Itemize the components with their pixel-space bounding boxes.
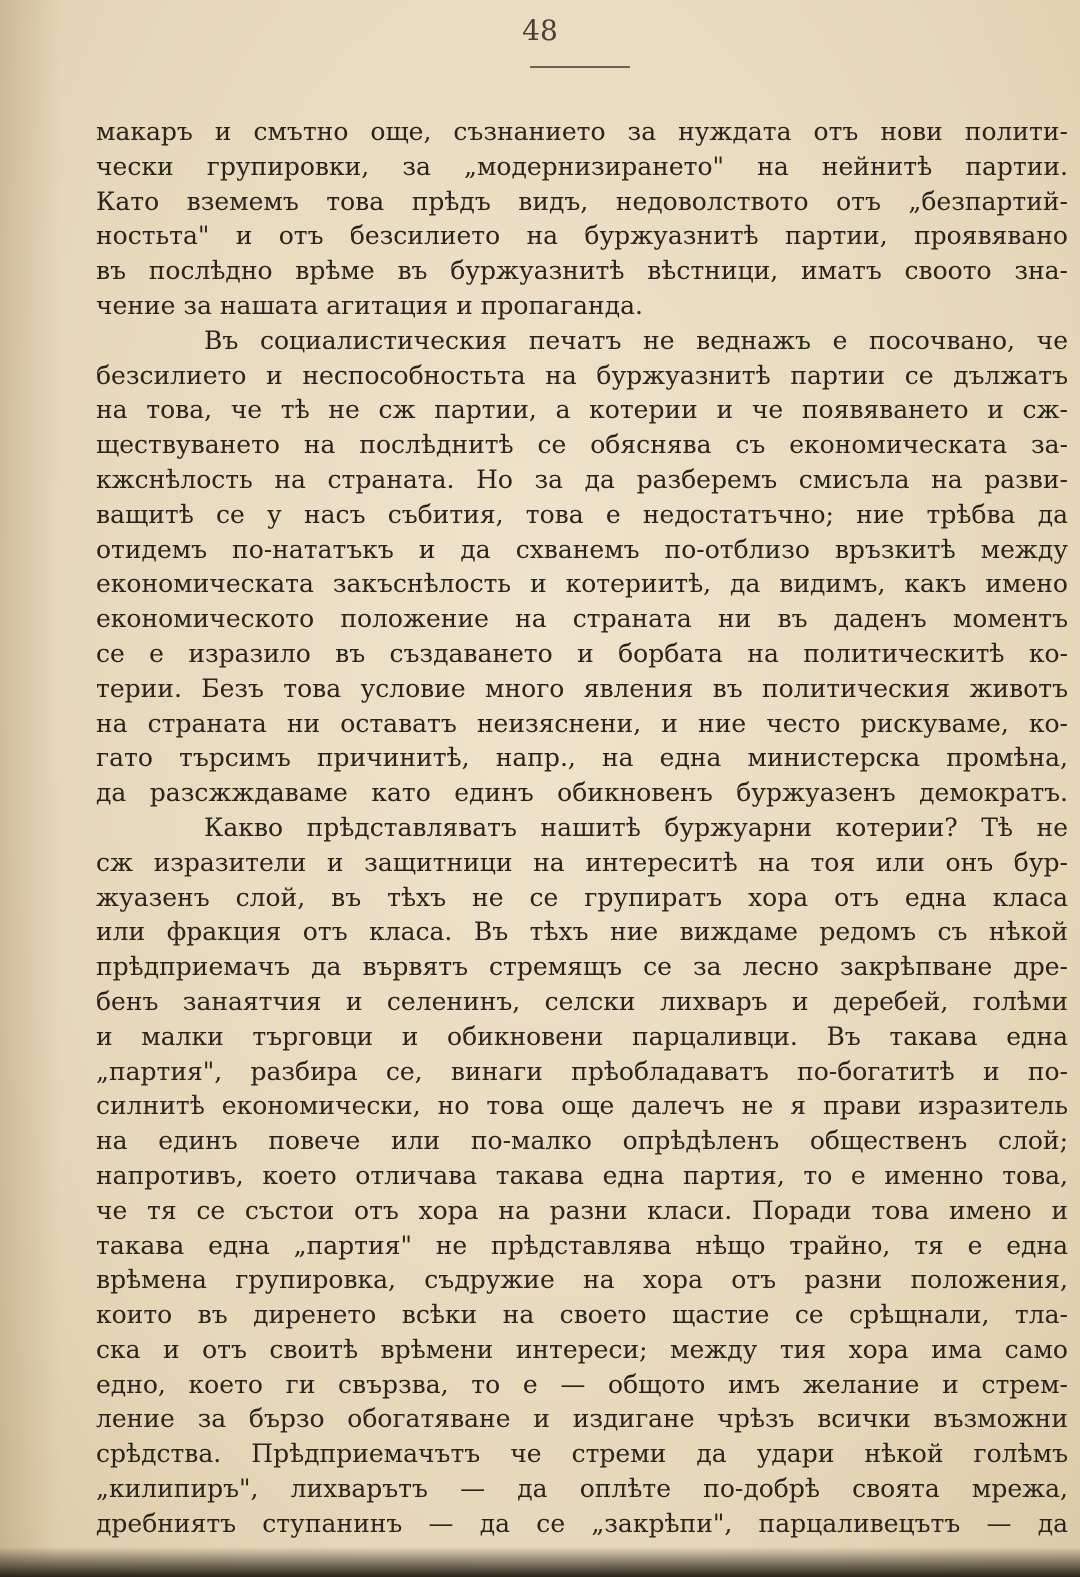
text-line: економическото положение на страната ни въ даденъ моментъ — [96, 604, 1068, 634]
text-line: врѣмена групировка, съдружие на хора отъ разни положения, — [96, 1265, 1068, 1295]
text-line: чение за нашата агитация и пропаганда. — [96, 290, 643, 320]
text-line: сж изразители и защитници на интереситѣ на тоя или онъ бур- — [96, 847, 1068, 877]
text-line: кжснѣлость на страната. Но за да разберемъ смисъла на разви- — [96, 464, 1068, 494]
text-line: „партия", разбира се, винаги прѣобладаватъ по-богатитѣ и по- — [96, 1056, 1068, 1086]
text-line: економическата закъснѣлость и котериитѣ, да видимъ, какъ имено — [96, 569, 1068, 599]
text-line: безсилието и неспособностьта на буржуазнитѣ партии се дължатъ — [96, 360, 1068, 390]
text-line: прѣдприемачъ да вървятъ стремящъ се за лесно закрѣпване дре- — [96, 952, 1068, 982]
text-line: ление за бързо обогатяване и издигане чрѣзъ всички възможни — [96, 1404, 1068, 1434]
page-number: 48 — [522, 14, 558, 47]
text-line: гато търсимъ причинитѣ, напр., на една министерска промѣна, — [96, 743, 1068, 773]
text-line: и малки търговци и обикновени парцаливци. Въ такава една — [96, 1021, 1068, 1051]
text-line: едно, което ги свързва, то е — общото имъ желание и стрем- — [96, 1369, 1068, 1399]
text-line: такава една „партия" не прѣдставлява нѣщо трайно, тя е една — [96, 1230, 1068, 1260]
text-line: ващитѣ се у насъ събития, това е недостатъчно; ние трѣбва да — [96, 499, 1068, 529]
text-line: Какво прѣдставляватъ нашитѣ буржуарни котерии? Тѣ не — [204, 812, 1068, 842]
text-line: бенъ занаятчия и селенинъ, селски лихваръ и деребей, голѣми — [96, 986, 1068, 1016]
text-line: макаръ и смътно още, съзнанието за нуждата отъ нови полити- — [96, 117, 1068, 146]
binding-shadow — [0, 0, 60, 1577]
header-rule — [530, 66, 630, 68]
text-line: на единъ повече или по-малко опрѣдѣленъ общественъ слой; — [96, 1126, 1068, 1156]
text-line: или фракция отъ класа. Въ тѣхъ ние виждаме редомъ съ нѣкой — [96, 917, 1068, 947]
text-line: ска и отъ своитѣ врѣмени интереси; между тия хора има само — [96, 1334, 1068, 1364]
text-line: на страната ни оставатъ неизяснени, и ние често рискуваме, ко- — [96, 708, 1068, 738]
text-line: отидемъ по-нататъкъ и да схванемъ по-отблизо връзкитѣ между — [96, 534, 1068, 564]
text-line: „килипиръ", лихварътъ — да оплѣте по-добрѣ своята мрежа, — [96, 1474, 1068, 1504]
text-line: че тя се състои отъ хора на разни класи. Поради това имено и — [96, 1195, 1068, 1225]
text-line: ностьта" и отъ безсилието на буржуазнитѣ партии, проявявано — [96, 221, 1068, 251]
text-line: терии. Безъ това условие много явления въ политическия животъ — [96, 673, 1068, 703]
text-line: чески групировки, за „модернизирането" на нейнитѣ партии. — [96, 151, 1068, 181]
text-line: Като вземемъ това прѣдъ видъ, недоволството отъ „безпартий- — [96, 186, 1068, 216]
text-line: срѣдства. Прѣдприемачътъ че стреми да удари нѣкой голѣмъ — [96, 1439, 1068, 1469]
body-text — [96, 115, 1068, 1542]
text-line: напротивъ, което отличава такава една партия, то е именно това, — [96, 1160, 1068, 1190]
text-line: силнитѣ економически, но това още далечъ не я прави изразитель — [96, 1091, 1068, 1121]
text-line: се е изразило въ създаването и борбата на политическитѣ ко- — [96, 638, 1068, 668]
text-line: дребниятъ ступанинъ — да се „закрѣпи", парцаливецътъ — да — [96, 1508, 1068, 1538]
text-line: да разсжждаваме като единъ обикновенъ буржуазенъ демократъ. — [96, 778, 1068, 808]
text-line: въ послѣдно врѣме въ буржуазнитѣ вѣстници, иматъ своото зна- — [96, 256, 1068, 286]
text-line: ществуването на послѣднитѣ се обяснява съ економическата за- — [96, 430, 1068, 460]
scan-edge-shadow — [0, 1547, 1080, 1577]
text-line: които въ диренето всѣки на своето щастие се срѣщнали, тла- — [96, 1300, 1068, 1330]
text-line: на това, че тѣ не сж партии, а котерии и че появяването и сж- — [96, 395, 1068, 425]
text-line: Въ социалистическия печатъ не веднажъ е посочвано, че — [204, 325, 1068, 355]
text-line: жуазенъ слой, въ тѣхъ не се групиратъ хора отъ една класа — [96, 882, 1068, 912]
